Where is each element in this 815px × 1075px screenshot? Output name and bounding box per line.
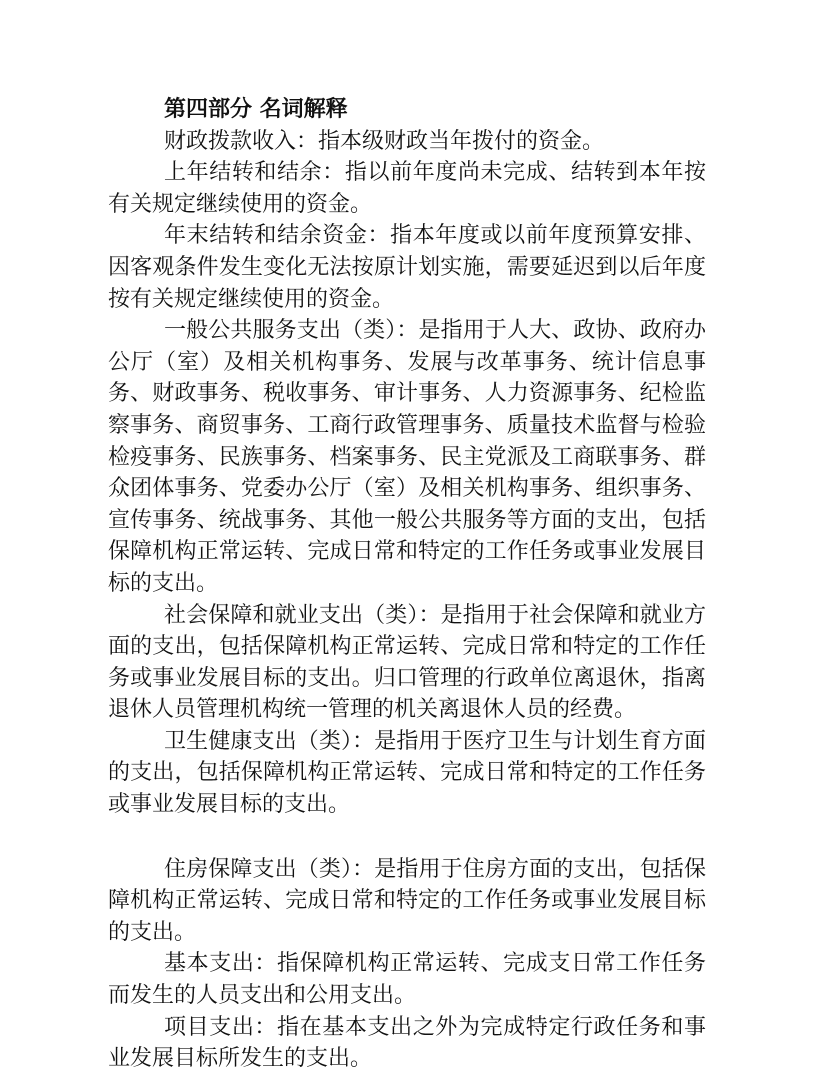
section-heading: 第四部分 名词解释 bbox=[164, 97, 348, 122]
document-page bbox=[108, 94, 706, 1075]
term-basic-expenditure: 基本支出：指保障机构正常运转、完成支日常工作任务而发生的人员支出和公用支出。 bbox=[108, 951, 706, 1009]
term-year-end-carryover-funds: 年末结转和结余资金：指本年度或以前年度预算安排、因客观条件发生变化无法按原计划实施，需要延迟到以后年度按有关规定继续使用的资金。 bbox=[108, 223, 706, 312]
term-social-security-employment-expenditure: 社会保障和就业支出（类）：是指用于社会保障和就业方面的支出，包括保障机构正常运转、完成日常和特定的工作任务或事业发展目标的支出。归口管理的行政单位离退休，指离退休人员管理机构统一管理的机关离退休人员的经费。 bbox=[108, 602, 706, 723]
term-general-public-services-expenditure: 一般公共服务支出（类）：是指用于人大、政协、政府办公厅（室）及相关机构事务、发展与改革事务、统计信息事务、财政事务、税收事务、审计事务、人力资源事务、纪检监察事务、商贸事务、工商行政管理事务、质量技术监督与检验检疫事务、民族事务、档案事务、民主党派及工商联事务、群众团体事务、党委办公厅（室）及相关机构事务、组织事务、宣传事务、统战事务、其他一般公共服务等方面的支出，包括保障机构正常运转、完成日常和特定的工作任务或事业发展目标的支出。 bbox=[108, 318, 706, 596]
blank-line bbox=[108, 821, 706, 854]
term-housing-security-expenditure: 住房保障支出（类）：是指用于住房方面的支出，包括保障机构正常运转、完成日常和特定的工作任务或事业发展目标的支出。 bbox=[108, 856, 706, 945]
term-fiscal-appropriation-income: 财政拨款收入：指本级财政当年拨付的资金。 bbox=[164, 128, 605, 154]
term-health-expenditure: 卫生健康支出（类）：是指用于医疗卫生与计划生育方面的支出，包括保障机构正常运转、完成日常和特定的工作任务或事业发展目标的支出。 bbox=[108, 728, 706, 818]
term-project-expenditure: 项目支出：指在基本支出之外为完成特定行政任务和事业发展目标所发生的支出。 bbox=[108, 1014, 706, 1072]
term-prior-year-carryover: 上年结转和结余：指以前年度尚未完成、结转到本年按有关规定继续使用的资金。 bbox=[108, 160, 706, 217]
